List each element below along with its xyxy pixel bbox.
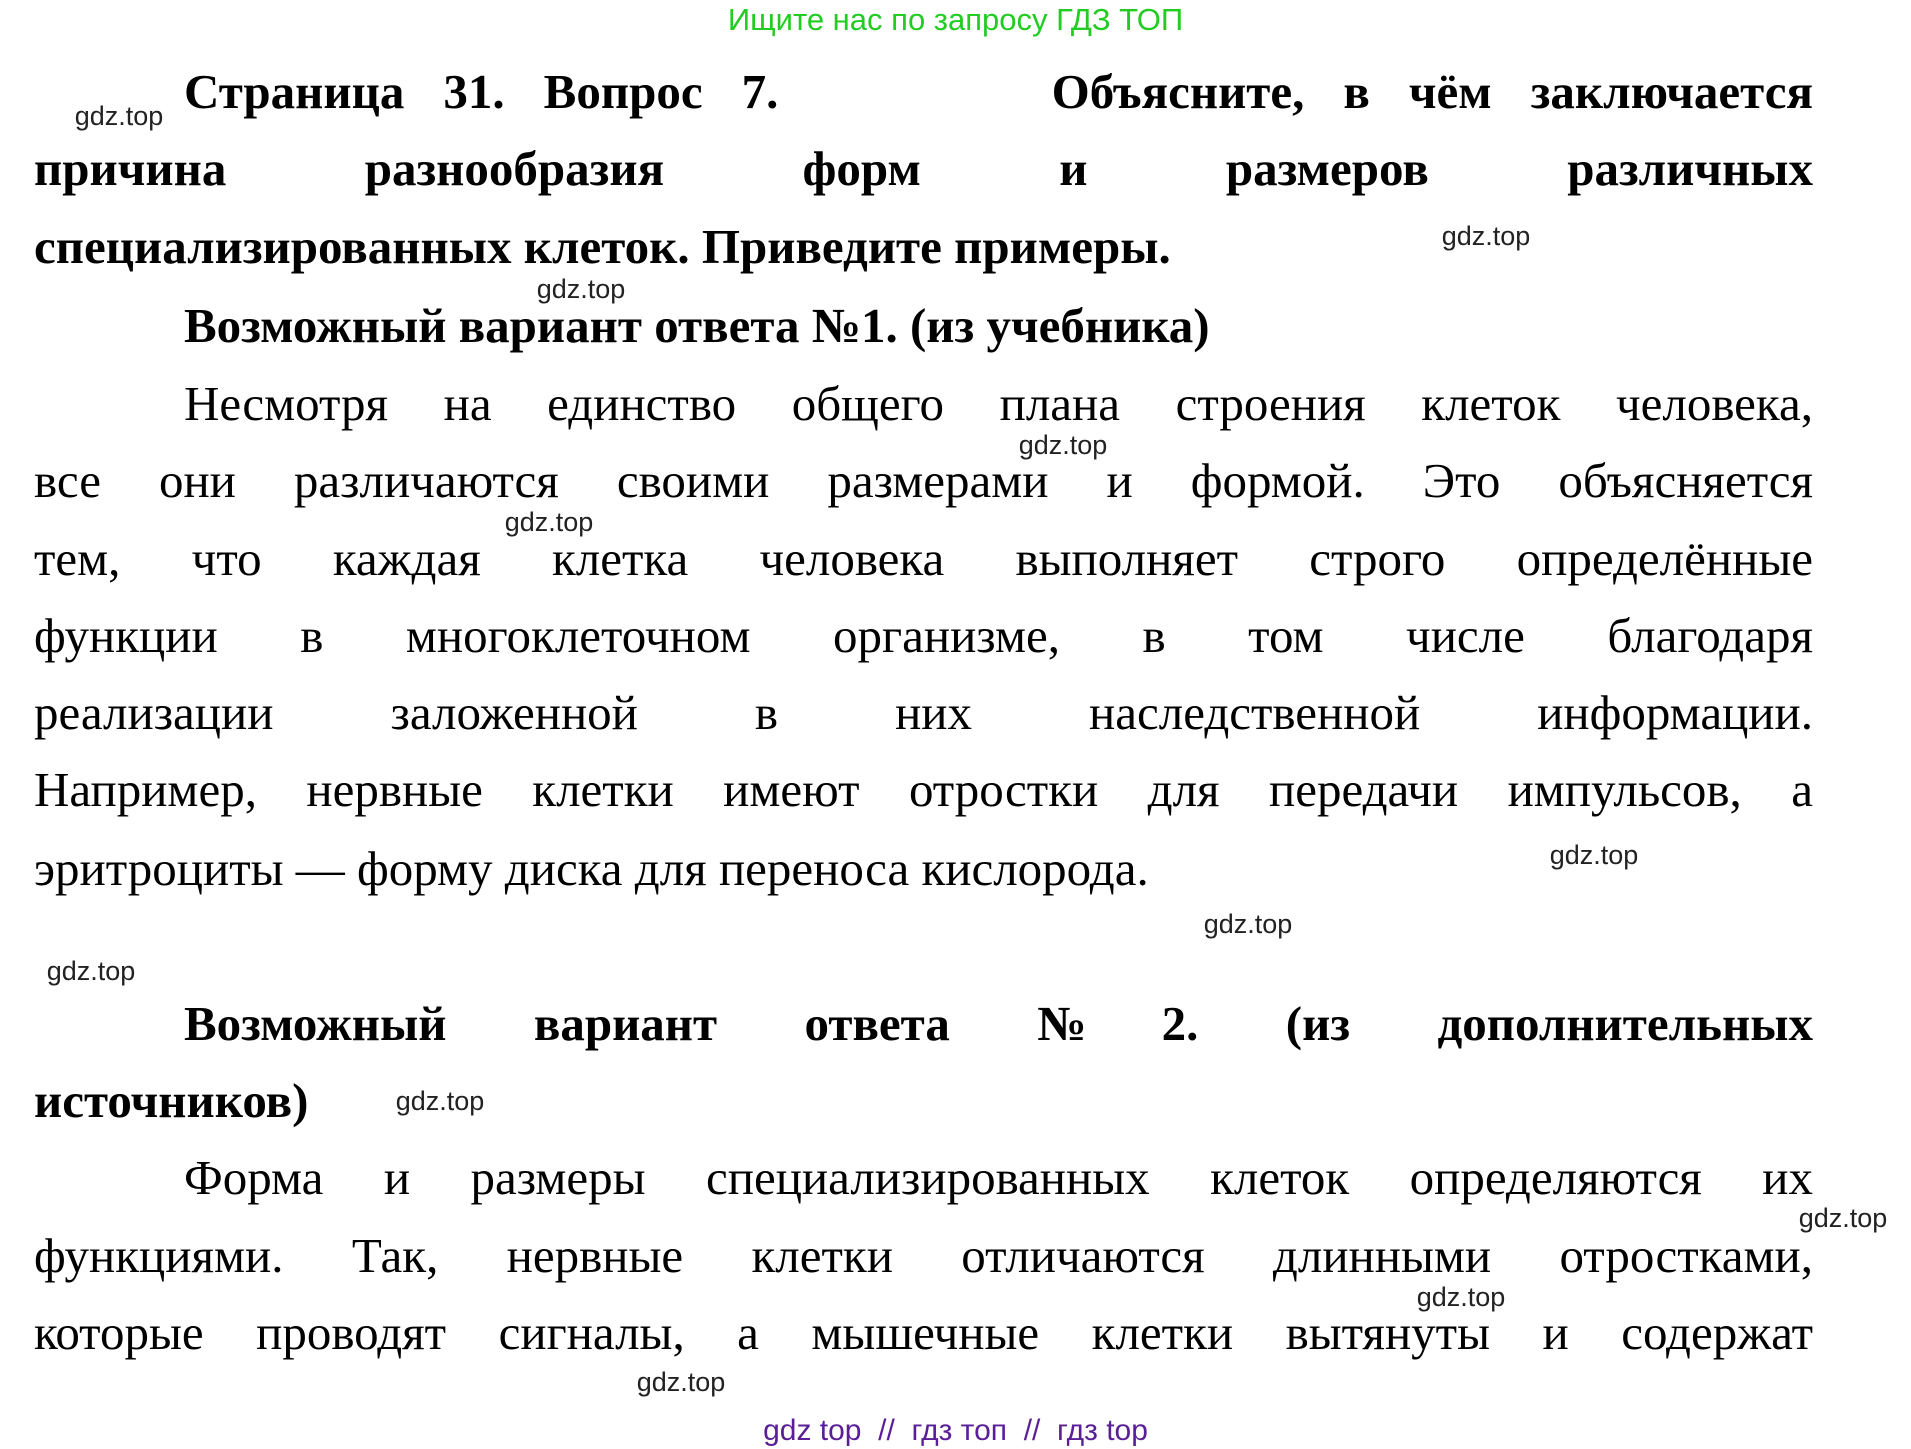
watermark: gdz.top xyxy=(74,101,164,131)
watermark: gdz.top xyxy=(1549,840,1639,870)
answer2-heading: источников) xyxy=(34,1073,309,1128)
watermark: gdz.top xyxy=(1441,221,1531,251)
answer2-line: функциями. Так, нервные клетки отличаются длинными отростками, xyxy=(34,1228,1813,1283)
answer1-line: функции в многоклеточном организме, в том числе благодаря xyxy=(34,608,1813,663)
answer1-line: Например, нервные клетки имеют отростки для передачи импульсов, а xyxy=(34,762,1813,817)
watermark: gdz.top xyxy=(536,274,626,304)
answer1-line: реализации заложенной в них наследственной информации. xyxy=(34,685,1813,740)
footer-links: gdz top // гдз топ // гдз top xyxy=(763,1414,1148,1447)
answer1-heading: Возможный вариант ответа №1. (из учебника) xyxy=(184,298,1210,353)
answer1-line: все они различаются своими размерами и формой. Это объясняется xyxy=(34,453,1813,508)
watermark: gdz.top xyxy=(504,507,594,537)
watermark: gdz.top xyxy=(1416,1282,1506,1312)
answer1-line: Несмотря на единство общего плана строения клеток человека, xyxy=(184,376,1813,431)
question-line: специализированных клеток. Приведите примеры. xyxy=(34,219,1171,274)
watermark: gdz.top xyxy=(1203,909,1293,939)
answer1-line: тем, что каждая клетка человека выполняет строго определённые xyxy=(34,531,1813,586)
answer2-line: которые проводят сигналы, а мышечные клетки вытянуты и содержат xyxy=(34,1305,1813,1360)
watermark: gdz.top xyxy=(395,1086,485,1116)
answer2-heading: Возможный вариант ответа №2. (из дополнительных xyxy=(184,996,1813,1051)
watermark: gdz.top xyxy=(1018,430,1108,460)
promo-banner: Ищите нас по запросу ГДЗ ТОП xyxy=(727,2,1184,37)
answer1-line: эритроциты — форму диска для переноса кислорода. xyxy=(34,841,1149,896)
question-line: причина разнообразия форм и размеров различных xyxy=(34,141,1813,196)
watermark: gdz.top xyxy=(46,956,136,986)
answer2-line: Форма и размеры специализированных клеток определяются их xyxy=(184,1150,1813,1205)
watermark: gdz.top xyxy=(636,1367,726,1397)
question-line: Страница 31. Вопрос 7. Объясните, в чём заключается xyxy=(184,64,1813,119)
watermark: gdz.top xyxy=(1798,1203,1888,1233)
